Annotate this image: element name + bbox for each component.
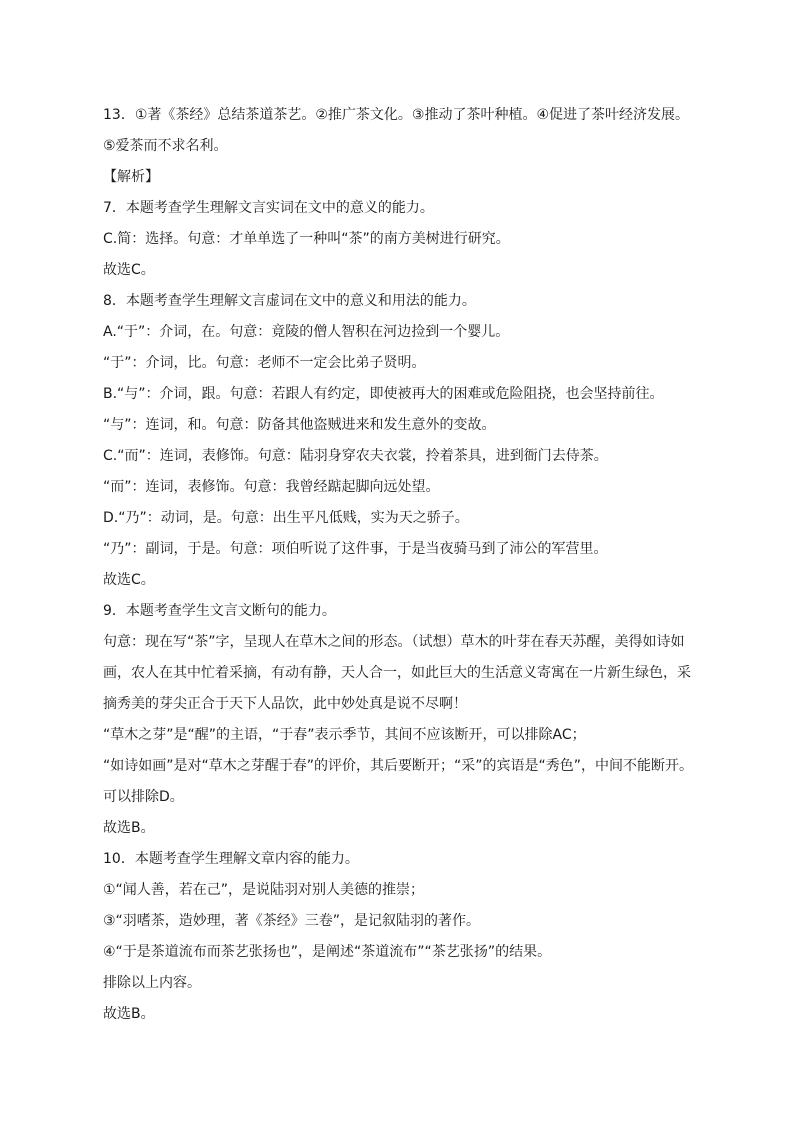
question-8-answer: 故选C。 [103,572,155,588]
question-9-answer: 故选B。 [103,820,155,836]
question-8-option-b-1: B.“与”：介词，跟。句意：若跟人有约定，即使被再大的困难或危险阻挠，也会坚持前往。 [103,386,664,402]
question-8-option-b-2: “与”：连词，和。句意：防备其他盗贼进来和发生意外的变故。 [103,417,496,433]
document-body [103,100,695,1030]
question-10-exclusion: 排除以上内容。 [103,975,201,991]
question-9-intro: 9．本题考查学生文言文断句的能力。 [103,603,336,619]
question-8-option-d-2: “乃”：副词，于是。句意：项伯听说了这件事，于是当夜骑马到了沛公的军营里。 [103,541,608,557]
question-10-item-4: ④“于是茶道流布而茶艺张扬也”，是阐述“茶道流布”“茶艺张扬”的结果。 [103,944,552,960]
question-8-intro: 8．本题考查学生理解文言虚词在文中的意义和用法的能力。 [103,293,476,309]
question-9-reason-1: “草木之芽”是“醒”的主语，“于春”表示季节，其间不应该断开，可以排除AC； [103,727,586,743]
question-8-option-d-1: D.“乃”：动词，是。句意：出生平凡低贱，实为天之骄子。 [103,510,469,526]
analysis-heading: 【解析】 [103,169,159,185]
question-7-option-c: C.简：选择。句意：才单单选了一种叫“茶”的南方美树进行研究。 [103,231,510,247]
question-8-option-c-2: “而”：连词，表修饰。句意：我曾经踮起脚向远处望。 [103,479,440,495]
question-10-item-1: ①“闻人善，若在己”，是说陆羽对别人美德的推崇； [103,882,425,898]
question-8-option-a-2: “于”：介词，比。句意：老师不一定会比弟子贤明。 [103,355,426,371]
question-10-intro: 10．本题考查学生理解文章内容的能力。 [103,851,359,867]
question-9-translation: 句意：现在写“茶”字，呈现人在草木之间的形态。（试想）草木的叶芽在春天苏醒，美得如诗如画，农人在其中忙着采摘，有动有静，天人合一，如此巨大的生活意义寄寓在一片新生绿色，采摘秀美的芽尖正合于天下人品饮，此中妙处真是说不尽啊！ [103,634,691,712]
question-9-reason-2: “如诗如画”是对“草木之芽醒于春”的评价，其后要断开；“采”的宾语是“秀色”，中间不能断开。可以排除D。 [103,758,694,805]
question-8-option-c-1: C.“而”：连词，表修饰。句意：陆羽身穿农夫衣裳，拎着茶具，进到衙门去侍茶。 [103,448,608,464]
question-10-item-3: ③“羽嗜茶，造妙理，著《茶经》三卷”，是记叙陆羽的著作。 [103,913,481,929]
question-7-intro: 7．本题考查学生理解文言实词在文中的意义的能力。 [103,200,434,216]
question-8-option-a-1: A.“于”：介词，在。句意：竟陵的僧人智积在河边捡到一个婴儿。 [103,324,510,340]
question-7-answer: 故选C。 [103,262,155,278]
answer-13: 13．①著《茶经》总结茶道茶艺。②推广茶文化。③推动了茶叶种植。④促进了茶叶经济发展。⑤爱茶而不求名利。 [103,107,690,154]
question-10-answer: 故选B。 [103,1006,155,1022]
